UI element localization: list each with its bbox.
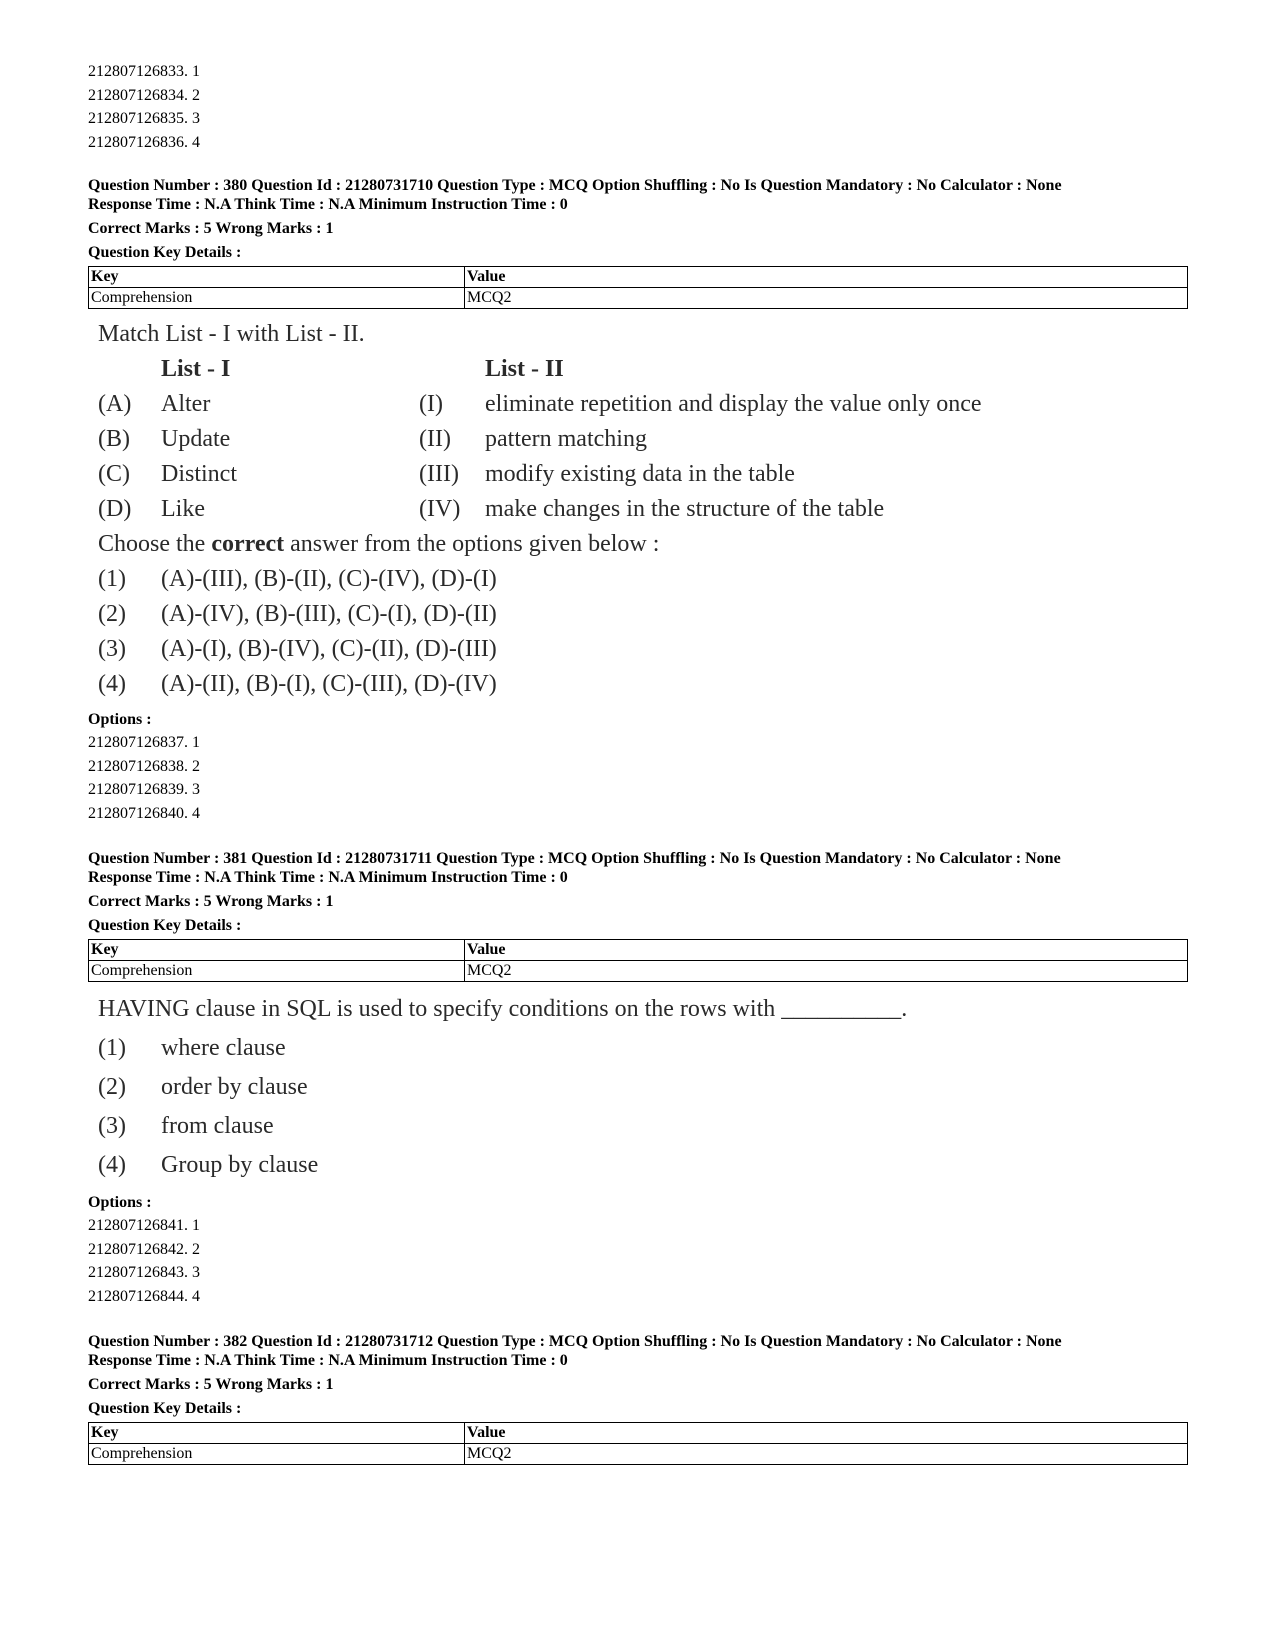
pair-item: Update — [161, 426, 231, 452]
answer-choice — [98, 562, 1188, 597]
pair-desc: make changes in the structure of the table — [485, 496, 885, 522]
pair-desc: pattern matching — [485, 426, 647, 452]
option-id-line: 212807126833. 1 — [88, 63, 200, 80]
table-header-value: Value — [465, 940, 1188, 961]
answer-num: (1) — [98, 1035, 126, 1061]
answer-choice — [98, 1146, 1188, 1185]
option-id-line: 212807126842. 2 — [88, 1240, 200, 1258]
pair-desc: modify existing data in the table — [485, 461, 795, 487]
question-381 — [88, 849, 1188, 1308]
answer-choice — [98, 1068, 1188, 1107]
table-header-value: Value — [465, 1423, 1188, 1444]
answer-choice — [98, 632, 1188, 667]
question-image — [98, 317, 1188, 702]
document-page — [88, 60, 1188, 1465]
answer-choice — [98, 1029, 1188, 1068]
list-headings-row — [98, 352, 1188, 387]
option-id-line: 212807126839. 3 — [88, 781, 200, 798]
options-label: Options : — [88, 711, 152, 728]
option-id-line: 212807126841. 1 — [88, 1217, 200, 1234]
question-header — [88, 176, 1188, 214]
question-header-line1: Question Number : 381 Question Id : 21280731711 Question Type : MCQ Option Shuffling : No Is Question Mandatory : No Calculator : None — [88, 850, 1061, 867]
match-pair-row — [98, 422, 1188, 457]
option-id-line: 212807126840. 4 — [88, 804, 200, 822]
marks-line: Correct Marks : 5 Wrong Marks : 1 — [88, 1376, 334, 1393]
option-id-line: 212807126838. 2 — [88, 757, 200, 775]
question-header-line2: Response Time : N.A Think Time : N.A Minimum Instruction Time : 0 — [88, 1352, 568, 1369]
answer-choice — [98, 1107, 1188, 1146]
answer-text: (A)-(I), (B)-(IV), (C)-(II), (D)-(III) — [161, 636, 497, 662]
pair-letter: (C) — [98, 461, 130, 487]
key-details-table — [88, 266, 1188, 309]
question-header-line2: Response Time : N.A Think Time : N.A Minimum Instruction Time : 0 — [88, 869, 568, 886]
question-text: HAVING clause in SQL is used to specify conditions on the rows with __________. — [98, 996, 908, 1022]
question-header — [88, 849, 1188, 887]
pair-item: Alter — [161, 391, 211, 417]
pair-item: Distinct — [161, 461, 237, 487]
answer-num: (1) — [98, 566, 126, 592]
list-i-heading: List - I — [161, 356, 231, 382]
answer-text: Group by clause — [161, 1152, 319, 1178]
question-380 — [88, 176, 1188, 825]
option-id-line: 212807126835. 3 — [88, 110, 200, 127]
choose-instruction — [98, 527, 1188, 562]
marks-line: Correct Marks : 5 Wrong Marks : 1 — [88, 220, 334, 237]
pair-roman: (IV) — [419, 496, 461, 522]
question-382 — [88, 1332, 1188, 1465]
answer-num: (4) — [98, 671, 126, 697]
table-header-key: Key — [89, 267, 465, 288]
key-details-label: Question Key Details : — [88, 917, 242, 934]
previous-options-list — [88, 60, 1188, 154]
question-text: Match List - I with List - II. — [98, 321, 365, 347]
pair-letter: (B) — [98, 426, 130, 452]
option-id-line: 212807126834. 2 — [88, 86, 200, 104]
pair-letter: (A) — [98, 391, 132, 417]
pair-roman: (II) — [419, 426, 451, 452]
table-cell-key: Comprehension — [89, 288, 465, 309]
table-cell-value: MCQ2 — [465, 961, 1188, 982]
pair-roman: (I) — [419, 391, 443, 417]
answer-num: (2) — [98, 1074, 126, 1100]
key-details-label: Question Key Details : — [88, 1400, 242, 1417]
marks-line: Correct Marks : 5 Wrong Marks : 1 — [88, 893, 334, 910]
option-id-line: 212807126836. 4 — [88, 133, 200, 151]
option-id-line: 212807126837. 1 — [88, 734, 200, 751]
question-header — [88, 1332, 1188, 1370]
answer-num: (2) — [98, 601, 126, 627]
options-label: Options : — [88, 1194, 152, 1211]
key-details-table — [88, 939, 1188, 982]
answer-text: from clause — [161, 1113, 274, 1139]
question-header-line1: Question Number : 380 Question Id : 21280731710 Question Type : MCQ Option Shuffling : No Is Question Mandatory : No Calculator : None — [88, 177, 1062, 194]
answer-text: (A)-(III), (B)-(II), (C)-(IV), (D)-(I) — [161, 566, 497, 592]
answer-text: (A)-(II), (B)-(I), (C)-(III), (D)-(IV) — [161, 671, 497, 697]
option-id-line: 212807126843. 3 — [88, 1264, 200, 1281]
choose-prefix: Choose the — [98, 531, 212, 557]
question-image — [98, 990, 1188, 1185]
pair-desc: eliminate repetition and display the value only once — [485, 391, 982, 417]
question-header-line1: Question Number : 382 Question Id : 21280731712 Question Type : MCQ Option Shuffling : No Is Question Mandatory : No Calculator : None — [88, 1333, 1062, 1350]
answer-choice — [98, 597, 1188, 632]
match-pair-row — [98, 457, 1188, 492]
choose-bold: correct — [211, 531, 285, 557]
choose-suffix: answer from the options given below : — [284, 531, 660, 557]
answer-text: order by clause — [161, 1074, 308, 1100]
table-header-key: Key — [89, 1423, 465, 1444]
list-ii-heading: List - II — [485, 356, 564, 382]
table-cell-key: Comprehension — [89, 1444, 465, 1465]
option-id-line: 212807126844. 4 — [88, 1287, 200, 1305]
table-header-key: Key — [89, 940, 465, 961]
answer-num: (3) — [98, 636, 126, 662]
table-header-value: Value — [465, 267, 1188, 288]
key-details-label: Question Key Details : — [88, 244, 242, 261]
pair-roman: (III) — [419, 461, 459, 487]
match-pair-row — [98, 492, 1188, 527]
answer-num: (4) — [98, 1152, 126, 1178]
pair-letter: (D) — [98, 496, 132, 522]
match-pair-row — [98, 387, 1188, 422]
answer-text: (A)-(IV), (B)-(III), (C)-(I), (D)-(II) — [161, 601, 497, 627]
question-header-line2: Response Time : N.A Think Time : N.A Minimum Instruction Time : 0 — [88, 196, 568, 213]
pair-item: Like — [161, 496, 205, 522]
answer-num: (3) — [98, 1113, 126, 1139]
answer-text: where clause — [161, 1035, 286, 1061]
answer-choice — [98, 667, 1188, 702]
table-cell-value: MCQ2 — [465, 1444, 1188, 1465]
table-cell-value: MCQ2 — [465, 288, 1188, 309]
key-details-table — [88, 1422, 1188, 1465]
table-cell-key: Comprehension — [89, 961, 465, 982]
